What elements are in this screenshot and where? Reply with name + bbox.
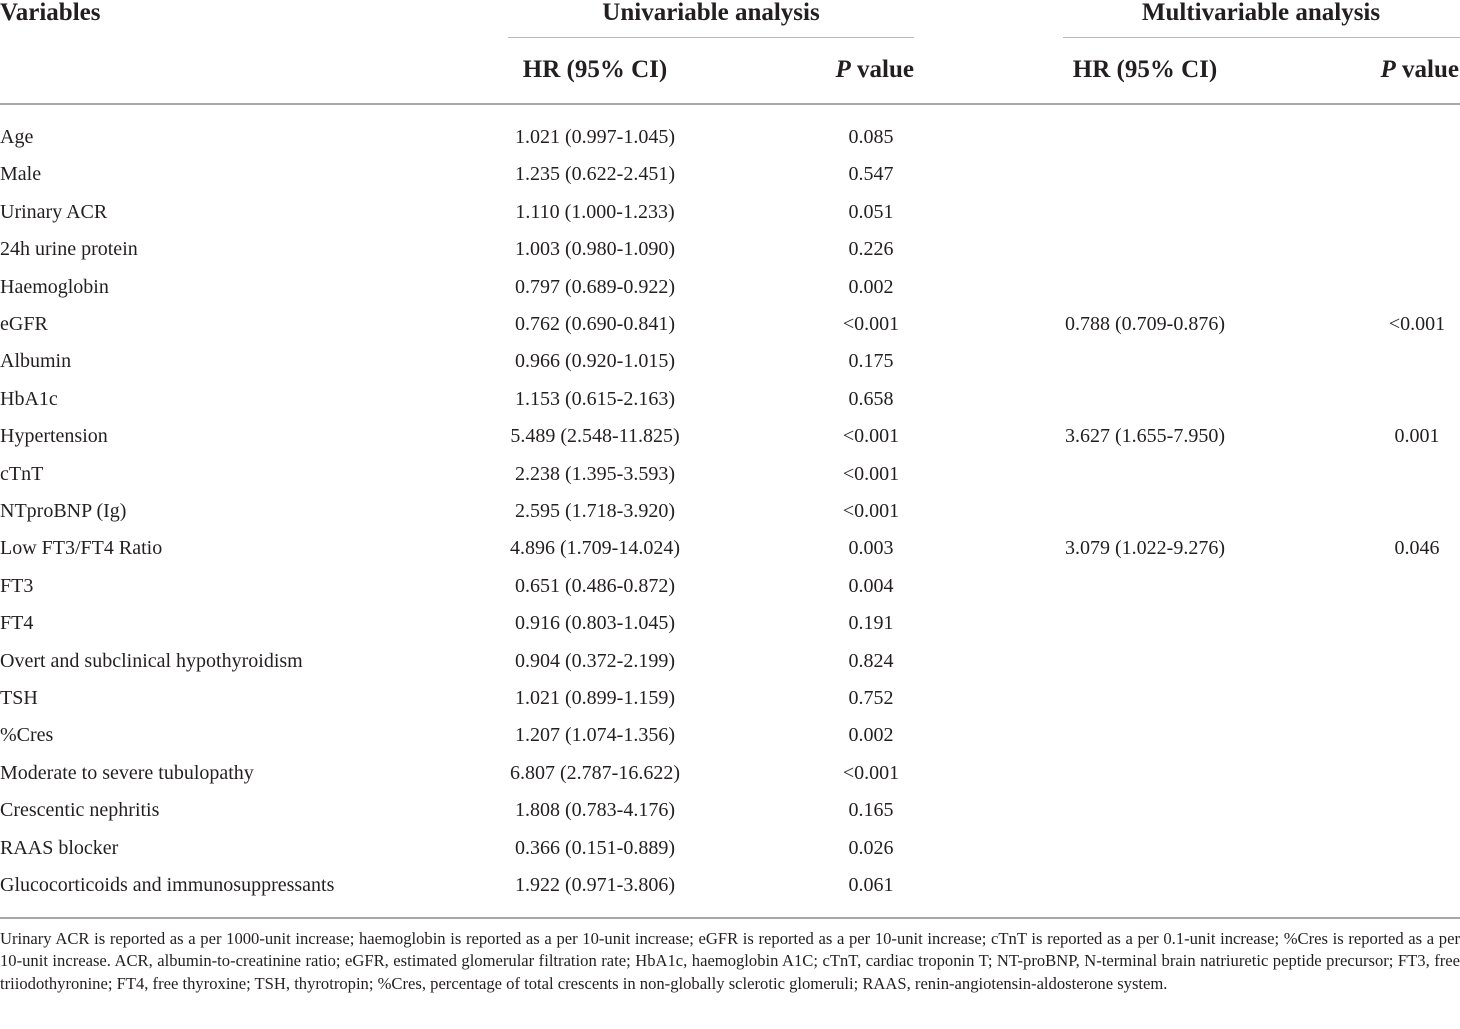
cell-uni-hr: 1.021 (0.997-1.045): [515, 126, 675, 148]
cell-uni-hr: 4.896 (1.709-14.024): [510, 537, 680, 560]
cell-uni-p: 0.085: [848, 126, 894, 148]
p-italic: P: [835, 56, 851, 83]
cell-variable: RAAS blocker: [0, 836, 119, 859]
table-footnote: Urinary ACR is reported as a per 1000-unit increase; haemoglobin is reported as a per 10-unit increase; eGFR is reported as a per 10-unit increase; cTnT is reported as a per 0.1-unit increase; %Cres is reported as a per 10-unit increase. ACR, albumin-to-creatinine ratio; eGFR, estimated glomerular filtration rate; HbA1c, haemoglobin A1C; cTnT, cardiac troponin T; NT-proBNP, N-terminal brain natriuretic peptide precursor; FT3, free triiodothyronine; FT4, free thyroxine; TSH, thyrotropin; %Cres, percentage of total crescents in non-globally sclerotic glomeruli; RAAS, renin-angiotensin-aldosterone system.: [0, 929, 1460, 993]
cell-uni-hr: 6.807 (2.787-16.622): [510, 761, 680, 784]
cell-uni-p: 0.026: [848, 836, 894, 859]
cell-uni-p: 0.752: [848, 687, 894, 709]
col-header-multi-p: [1381, 57, 1459, 83]
cell-uni-hr: 0.797 (0.689-0.922): [515, 275, 675, 298]
col-header-multi-hr: HR (95% CI): [1072, 56, 1218, 83]
cell-uni-p: 0.003: [848, 537, 894, 560]
cell-variable: Low FT3/FT4 Ratio: [0, 537, 163, 560]
cell-variable: TSH: [0, 687, 38, 709]
cell-variable: Glucocorticoids and immunosuppressants: [0, 874, 335, 896]
cell-uni-hr: 0.651 (0.486-0.872): [515, 574, 675, 597]
cell-uni-hr: 0.916 (0.803-1.045): [515, 612, 675, 635]
cell-multi-p: <0.001: [1388, 313, 1446, 335]
cell-uni-hr: 1.922 (0.971-3.806): [515, 874, 675, 896]
cell-uni-p: 0.658: [848, 387, 894, 410]
col-header-univariable: Univariable analysis: [602, 0, 820, 26]
cell-variable: Male: [0, 163, 42, 186]
col-header-uni-p: [836, 57, 914, 83]
cell-uni-p: <0.001: [842, 761, 900, 784]
cell-multi-p: 0.046: [1394, 537, 1440, 560]
cell-uni-p: 0.061: [848, 874, 894, 896]
cell-uni-p: <0.001: [842, 313, 900, 335]
cell-uni-hr: 1.110 (1.000-1.233): [515, 200, 675, 223]
cell-variable: FT4: [0, 612, 34, 635]
cell-uni-p: 0.002: [848, 275, 894, 298]
cell-uni-p: 0.051: [848, 200, 894, 223]
col-header-variables: Variables: [0, 0, 101, 26]
cell-variable: 24h urine protein: [0, 238, 138, 261]
cell-variable: Urinary ACR: [0, 200, 108, 223]
cell-variable: Overt and subclinical hypothyroidism: [0, 649, 303, 672]
cell-variable: %Cres: [0, 724, 54, 747]
cell-uni-p: 0.165: [848, 799, 894, 822]
cell-uni-hr: 0.904 (0.372-2.199): [515, 649, 675, 672]
cell-uni-p: <0.001: [842, 425, 900, 448]
col-header-multivariable: Multivariable analysis: [1141, 0, 1381, 26]
cell-variable: Age: [0, 126, 34, 148]
cell-uni-p: 0.226: [848, 238, 894, 261]
cell-variable: cTnT: [0, 462, 44, 485]
cell-variable: Moderate to severe tubulopathy: [0, 761, 254, 784]
cell-uni-hr: 1.808 (0.783-4.176): [515, 799, 675, 822]
cell-uni-p: 0.004: [848, 574, 894, 597]
cell-uni-hr: 0.366 (0.151-0.889): [515, 836, 675, 859]
univariable-group-rule: [508, 37, 914, 38]
cell-multi-p: 0.001: [1394, 425, 1440, 448]
cell-uni-hr: 1.021 (0.899-1.159): [515, 687, 675, 709]
cell-uni-p: <0.001: [842, 462, 900, 485]
cell-uni-hr: 0.966 (0.920-1.015): [515, 350, 675, 373]
cell-uni-p: 0.547: [848, 163, 894, 186]
cell-uni-p: <0.001: [842, 500, 900, 522]
cell-uni-p: 0.824: [848, 649, 894, 672]
cell-uni-hr: 1.207 (1.074-1.356): [515, 724, 675, 747]
cell-multi-hr: 3.079 (1.022-9.276): [1065, 537, 1225, 560]
cell-uni-hr: 1.235 (0.622-2.451): [515, 163, 675, 186]
cell-uni-hr: 2.238 (1.395-3.593): [515, 462, 675, 485]
cell-uni-hr: 2.595 (1.718-3.920): [515, 500, 675, 522]
cell-variable: Haemoglobin: [0, 275, 109, 298]
cell-uni-hr: 5.489 (2.548-11.825): [510, 425, 680, 448]
cell-variable: Hypertension: [0, 425, 108, 448]
table-bottom-rule: [0, 917, 1460, 919]
cell-uni-hr: 1.153 (0.615-2.163): [515, 387, 675, 410]
cell-uni-hr: 1.003 (0.980-1.090): [515, 238, 675, 261]
cell-uni-p: 0.002: [848, 724, 894, 747]
cell-variable: Albumin: [0, 350, 72, 373]
p-value-label: value: [850, 56, 914, 83]
multivariable-group-rule: [1063, 37, 1460, 38]
p-italic: P: [1380, 56, 1396, 83]
header-bottom-rule: [0, 103, 1460, 105]
cell-variable: HbA1c: [0, 387, 58, 410]
cell-variable: eGFR: [0, 313, 48, 335]
cell-variable: Crescentic nephritis: [0, 799, 160, 822]
p-value-label: value: [1395, 56, 1459, 83]
cell-variable: FT3: [0, 574, 34, 597]
cell-uni-hr: 0.762 (0.690-0.841): [515, 313, 675, 335]
cell-variable: NTproBNP (Ig): [0, 500, 127, 522]
cell-multi-hr: 0.788 (0.709-0.876): [1065, 313, 1225, 335]
cell-uni-p: 0.175: [848, 350, 894, 373]
cell-multi-hr: 3.627 (1.655-7.950): [1065, 425, 1225, 448]
cell-uni-p: 0.191: [848, 612, 894, 635]
col-header-uni-hr: HR (95% CI): [522, 56, 668, 83]
